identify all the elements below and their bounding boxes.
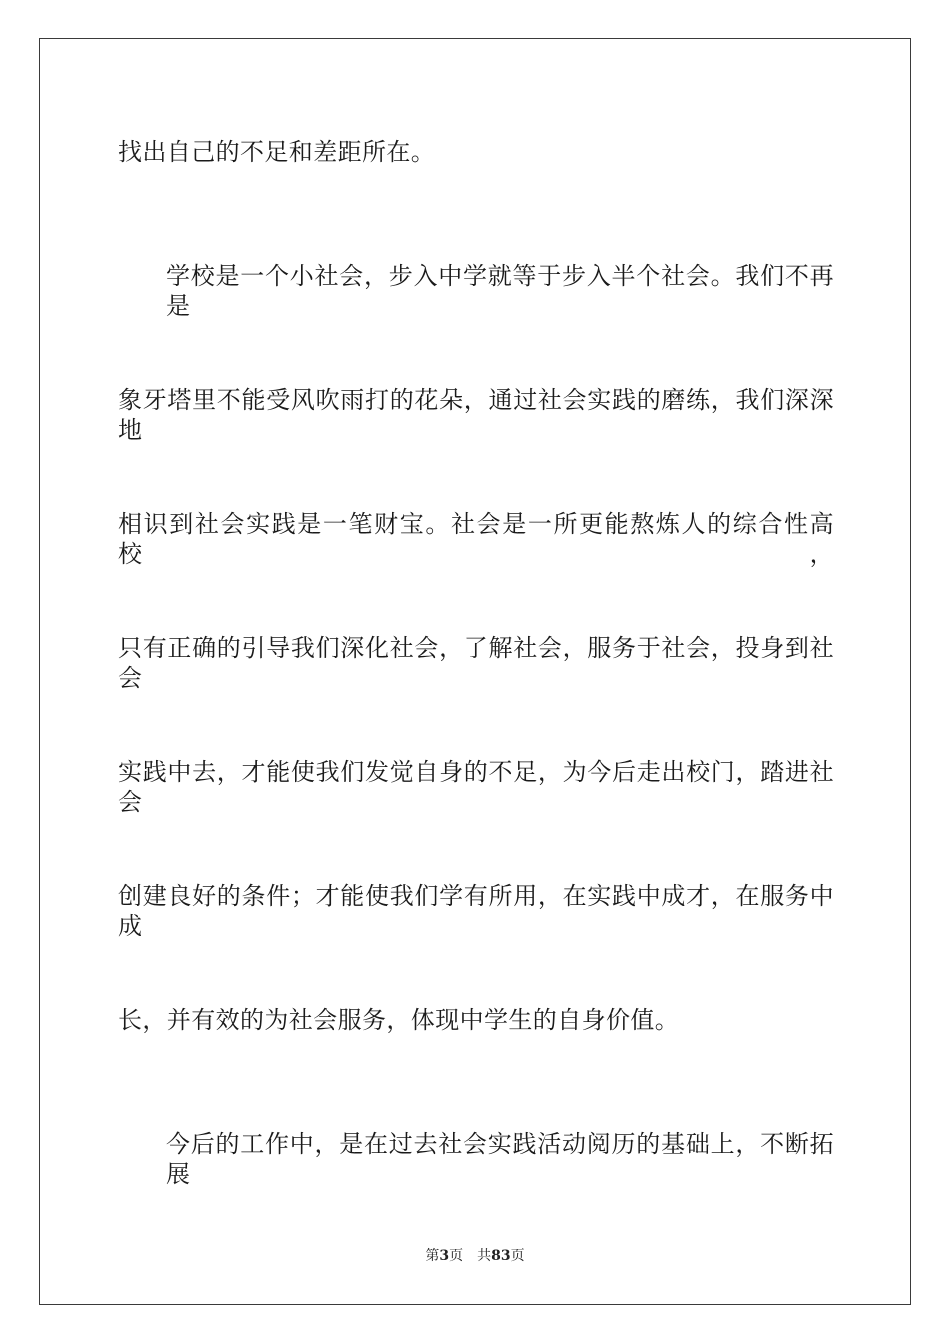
body-line-2: 学校是一个小社会，步入中学就等于步入半个社会。我们不再是: [166, 262, 834, 320]
total-suffix: 页: [510, 1248, 525, 1264]
total-prefix: 共: [477, 1248, 492, 1264]
body-line-7: 创建良好的条件；才能使我们学有所用，在实践中成才，在服务中成: [118, 882, 834, 940]
total-page-number: 83: [491, 1248, 511, 1264]
page-prefix: 第: [425, 1248, 440, 1264]
body-line-3: 象牙塔里不能受风吹雨打的花朵，通过社会实践的磨练，我们深深地: [118, 386, 834, 444]
body-line-8: 长，并有效的为社会服务，体现中学生的自身价值。: [118, 1006, 680, 1034]
body-line-4: 相识到社会实践是一笔财宝。社会是一所更能熬炼人的综合性高校，: [118, 510, 834, 568]
page-suffix: 页: [449, 1248, 464, 1264]
body-line-5: 只有正确的引导我们深化社会，了解社会，服务于社会，投身到社会: [118, 634, 834, 692]
body-line-6: 实践中去，才能使我们发觉自身的不足，为今后走出校门，踏进社会: [118, 758, 834, 816]
body-line-9: 今后的工作中，是在过去社会实践活动阅历的基础上，不断拓展: [166, 1130, 834, 1188]
page-number-footer: [0, 1247, 950, 1265]
body-line-1: 找出自己的不足和差距所在。: [118, 138, 436, 166]
current-page-number: 3: [439, 1248, 450, 1264]
